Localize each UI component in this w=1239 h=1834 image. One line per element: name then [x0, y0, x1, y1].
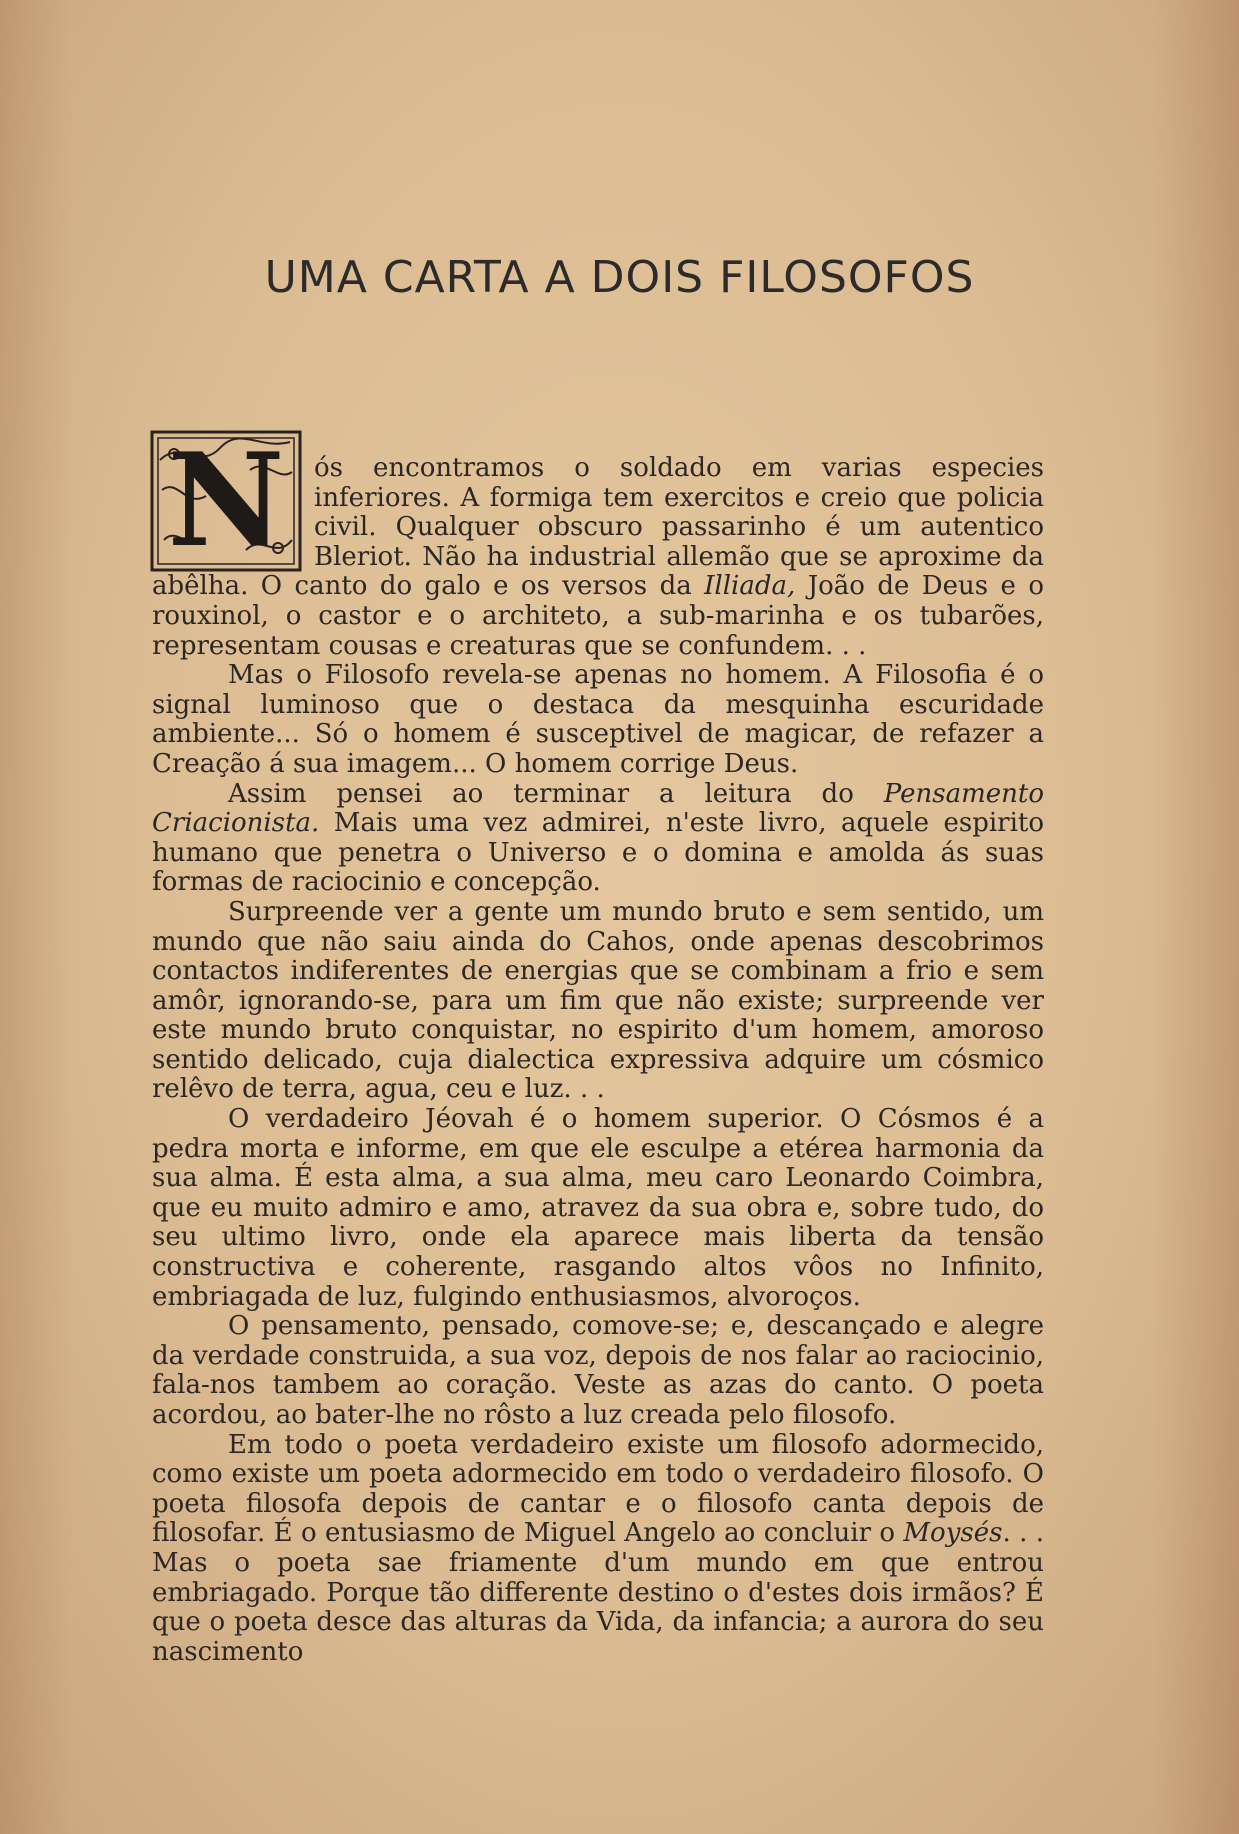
paragraph-3-italic: Pensamento Criacionista.	[152, 778, 1044, 839]
paragraph-1-italic: Illiada,	[704, 571, 796, 602]
paragraph-1-text-a: ós encontramos o soldado em varias especies inferiores. A formiga tem exercitos e creio que policia civil. Qualquer obscuro passarinho é um autentico Bleriot. Não ha industrial allemão que se aproxime da abêlha. O canto do galo e os versos da	[152, 453, 1044, 602]
drop-cap-letter: N	[167, 426, 285, 576]
paragraph-3-text-a: Assim pensei ao terminar a leitura do	[228, 778, 884, 809]
body-text	[152, 426, 1044, 1667]
paragraph-3	[152, 780, 1044, 898]
paragraph-6-text: O pensamento, pensado, comove-se; e, descançado e alegre da verdade construida, a sua voz, depois de nos falar ao raciocinio, fala-nos tambem ao coração. Veste as azas do canto. O poeta acordou, ao bater-lhe no rôsto a luz creada pelo filosofo.	[152, 1311, 1044, 1430]
paragraph-2-text: Mas o Filosofo revela-se apenas no homem. A Filosofia é o signal luminoso que o destaca da mesquinha escuridade ambiente... Só o homem é susceptivel de magicar, de refazer a Creação á sua imagem... O homem corrige Deus.	[152, 660, 1044, 779]
paragraph-1	[152, 426, 1044, 661]
paragraph-7	[152, 1431, 1044, 1668]
paragraph-4-text: Surpreende ver a gente um mundo bruto e sem sentido, um mundo que não saiu ainda do Cahos, onde apenas descobrimos contactos indiferentes de energias que se combinam a frio e sem amôr, ignorando-se, para um fim que não existe; surpreende ver este mundo bruto conquistar, no espirito d'um homem, amoroso sentido delicado, cuja dialectica expressiva adquire um cósmico relêvo de terra, agua, ceu e luz. . .	[152, 896, 1044, 1105]
paragraph-4	[152, 898, 1044, 1105]
paragraph-5-text: O verdadeiro Jéovah é o homem superior. O Cósmos é a pedra morta e informe, em que ele esculpe a etérea harmonia da sua alma. É esta alma, a sua alma, meu caro Leonardo Coimbra, que eu muito admiro e amo, atravez da sua obra e, sobre tudo, do seu ultimo livro, onde ela aparece mais liberta da tensão constructiva e coherente, rasgando altos vôos no Infinito, embriagada de luz, fulgindo enthusiasmos, alvoroços.	[152, 1104, 1044, 1312]
ornamental-drop-cap	[150, 426, 302, 576]
paragraph-6	[152, 1312, 1044, 1430]
chapter-title: UMA CARTA A DOIS FILOSOFOS	[264, 252, 975, 303]
paragraph-2	[152, 661, 1044, 779]
paragraph-5	[152, 1105, 1044, 1312]
paragraph-7-italic: Moysés	[903, 1518, 1003, 1549]
paragraph-1-text-b: João de Deus e o rouxinol, o castor e o architeto, a sub-marinha e os tubarões, representam cousas e creaturas que se confundem. . .	[152, 571, 1044, 661]
paragraph-7-text-a: Em todo o poeta verdadeiro existe um filosofo adormecido, como existe um poeta adormecido em todo o verdadeiro filosofo. O poeta filosofa depois de cantar e o filosofo canta depois de filosofar. É o entusiasmo de Miguel Angelo ao concluir o	[152, 1429, 1044, 1549]
paragraph-7-text-b: . . . Mas o poeta sae friamente d'um mundo em que entrou embriagado. Porque tão differente destino o d'estes dois irmãos? É que o poeta desce das alturas da Vida, da infancia; a aurora do seu nascimento	[152, 1518, 1044, 1667]
paragraph-3-text-b: Mais uma vez admirei, n'este livro, aquele espirito humano que penetra o Universo e o domina e amolda ás suas formas de raciocinio e concepção.	[152, 808, 1044, 898]
